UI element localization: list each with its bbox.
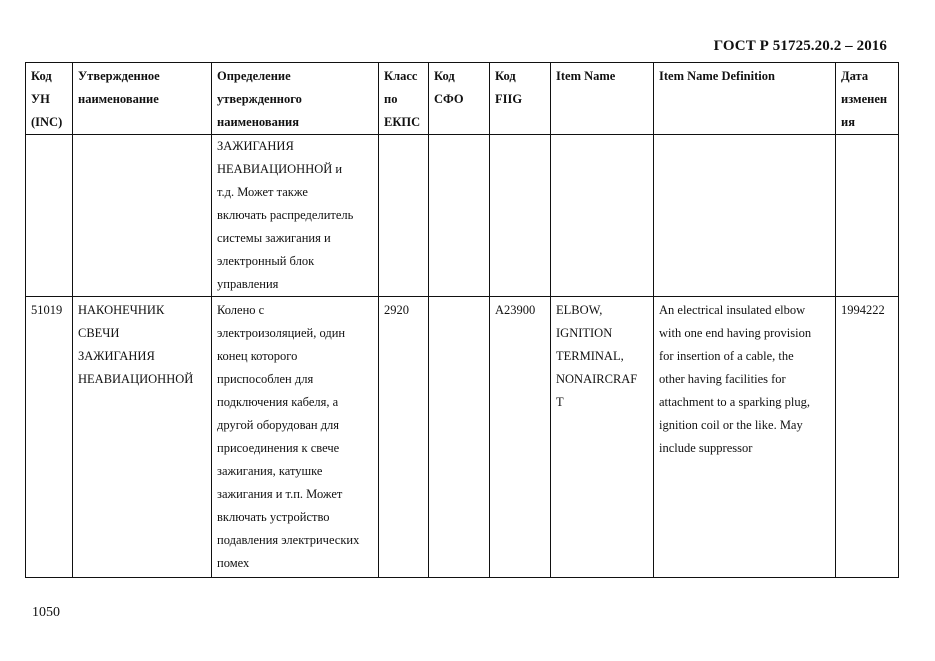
header-ekps-class: Класс по ЕКПС bbox=[379, 63, 429, 135]
cell-item-name: ELBOW, IGNITION TERMINAL, NONAIRCRAF T bbox=[551, 297, 654, 578]
cell-fiig-code: A23900 bbox=[490, 297, 551, 578]
cell-name-definition: ЗАЖИГАНИЯ НЕАВИАЦИОННОЙ и т.д. Может также включать распределитель системы зажигания и электронный блок управления bbox=[212, 135, 379, 297]
header-sfo-code: Код СФО bbox=[429, 63, 490, 135]
header-inc-code: Код УН (INC) bbox=[26, 63, 73, 135]
specification-table bbox=[25, 62, 899, 578]
table-row-51019 bbox=[26, 297, 899, 578]
cell-approved-name: НАКОНЕЧНИК СВЕЧИ ЗАЖИГАНИЯ НЕАВИАЦИОННОЙ bbox=[73, 297, 212, 578]
header-change-date: Дата изменен ия bbox=[836, 63, 899, 135]
header-item-name-definition: Item Name Definition bbox=[654, 63, 836, 135]
cell-sfo-code bbox=[429, 135, 490, 297]
cell-change-date bbox=[836, 135, 899, 297]
table-row-continuation bbox=[26, 135, 899, 297]
header-fiig-code: Код FIIG bbox=[490, 63, 551, 135]
header-item-name: Item Name bbox=[551, 63, 654, 135]
table-header-row bbox=[26, 63, 899, 135]
cell-inc-code: 51019 bbox=[26, 297, 73, 578]
cell-sfo-code bbox=[429, 297, 490, 578]
cell-ekps-class bbox=[379, 135, 429, 297]
cell-item-name-definition: An electrical insulated elbow with one end having provision for insertion of a cable, the other having facilities for attachment to a sparking plug, ignition coil or the like. May include suppressor bbox=[654, 297, 836, 578]
cell-inc-code bbox=[26, 135, 73, 297]
cell-item-name-definition bbox=[654, 135, 836, 297]
header-name-definition: Определение утвержденного наименования bbox=[212, 63, 379, 135]
document-standard-number: ГОСТ Р 51725.20.2 – 2016 bbox=[713, 38, 887, 54]
cell-approved-name bbox=[73, 135, 212, 297]
header-approved-name: Утвержденное наименование bbox=[73, 63, 212, 135]
cell-name-definition: Колено с электроизоляцией, один конец которого приспособлен для подключения кабеля, а другой оборудован для присоединения к свече зажигания, катушке зажигания и т.п. Может включать устройство подавления электрических помех bbox=[212, 297, 379, 578]
cell-fiig-code bbox=[490, 135, 551, 297]
cell-change-date: 1994222 bbox=[836, 297, 899, 578]
page-number: 1050 bbox=[32, 605, 60, 620]
cell-ekps-class: 2920 bbox=[379, 297, 429, 578]
cell-item-name bbox=[551, 135, 654, 297]
